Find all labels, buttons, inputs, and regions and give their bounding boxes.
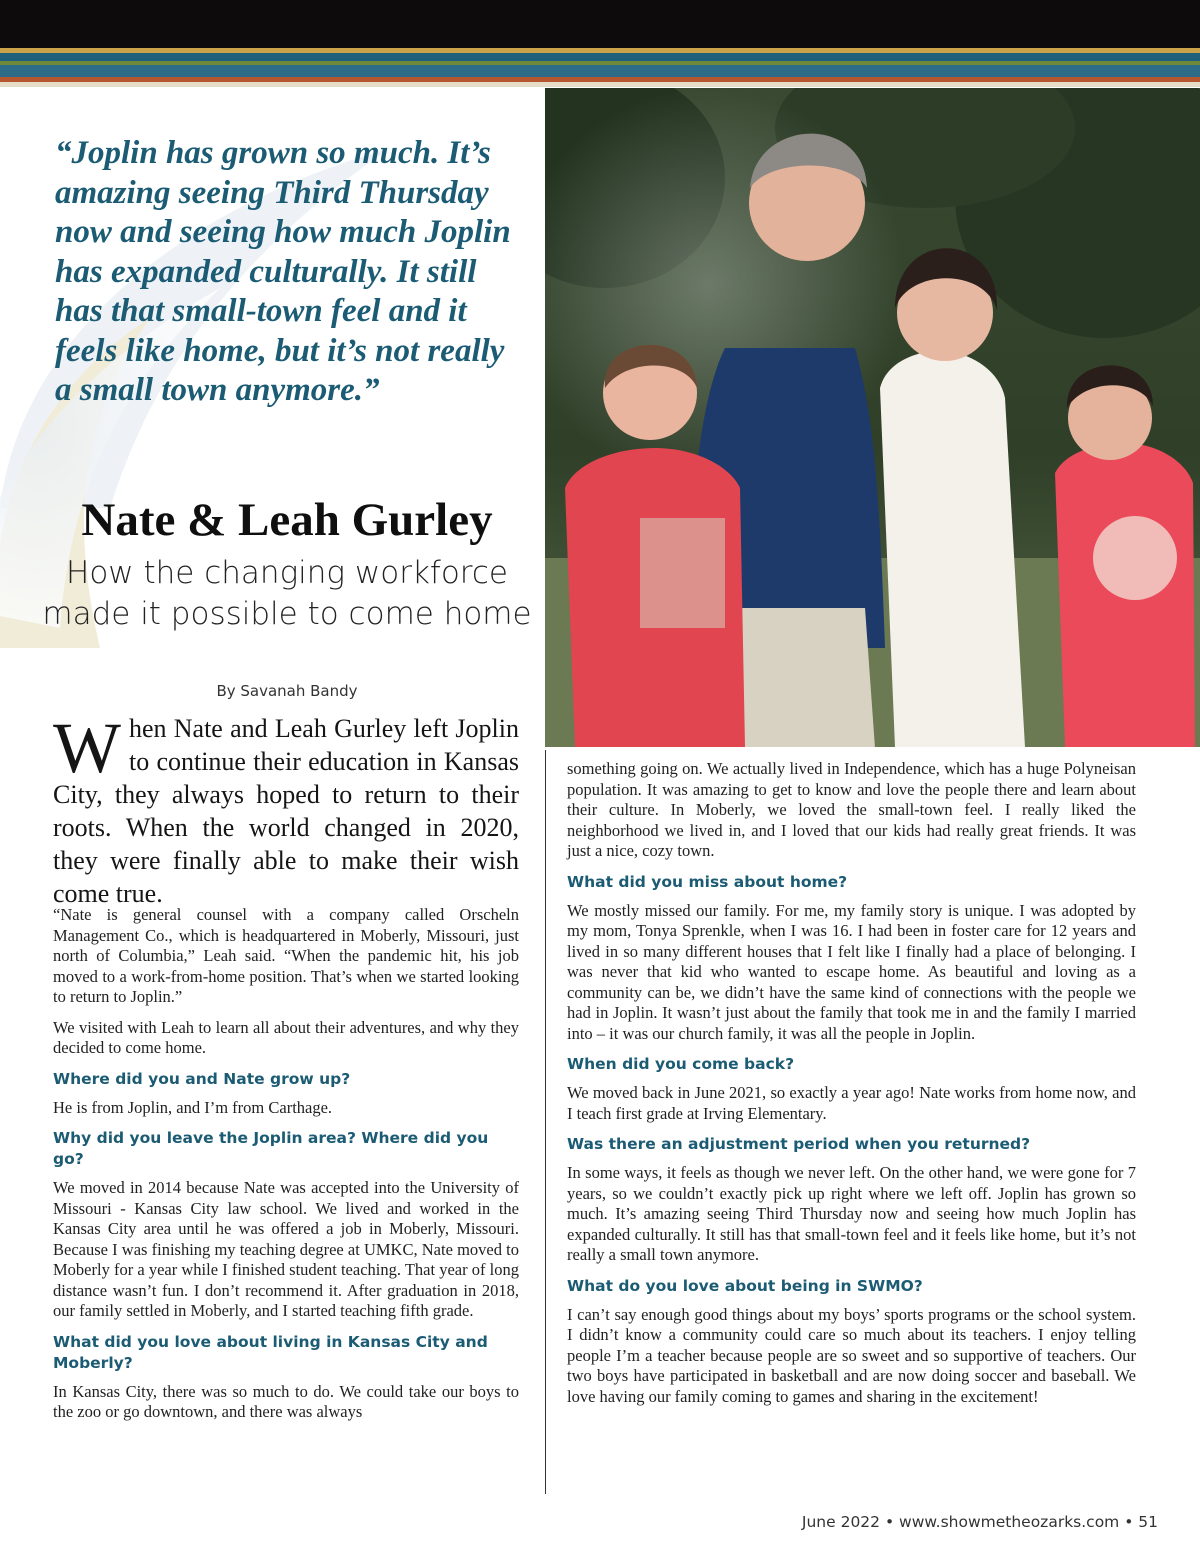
header-stripe: [0, 65, 1200, 77]
answer-paragraph: We moved back in June 2021, so exactly a year ago! Nate works from home now, and I teach first grade at Irving Elementary.: [567, 1083, 1136, 1123]
question-heading: Was there an adjustment period when you returned?: [567, 1135, 1031, 1153]
pull-quote: “Joplin has grown so much. It’s amazing seeing Third Thursday now and seeing how much Joplin has expanded culturally. It still has that small-town feel and it feels like home, but it’s not really a small town anymore.”: [55, 135, 511, 408]
question-heading: Why did you leave the Joplin area? Where did you go?: [53, 1129, 489, 1168]
family-photo: [545, 88, 1200, 747]
drop-cap: W: [53, 708, 121, 788]
question-heading: Where did you and Nate grow up?: [53, 1069, 351, 1088]
column-divider: [545, 750, 546, 1494]
answer-paragraph: We moved in 2014 because Nate was accepted into the University of Missouri - Kansas City law school. We lived and worked in the Kansas City area until he was offered a job in Moberly, Missouri. Because I was finishing my teaching degree at UMKC, Nate moved to Moberly for a year while I finished student teaching. That year of long distance wasn’t fun. I don’t recommend it. After graduation in 2018, our family settled in Moberly, and I started teaching fifth grade.: [53, 1178, 519, 1320]
question-heading: When did you come back?: [567, 1055, 795, 1073]
page-footer: June 2022 • www.showmetheozarks.com • 51: [801, 1513, 1158, 1531]
header-bar: [0, 0, 1200, 48]
byline: By Savanah Bandy: [216, 682, 358, 700]
answer-paragraph: something going on. We actually lived in Independence, which has a huge Polyneisan population. It was amazing to get to know and love the people there and learn about their culture. In Moberly, we loved the small-town feel. I really liked the neighborhood we lived in, and I loved that our kids had really great friends. It was just a nice, cozy town.: [567, 759, 1136, 860]
article-title: Nate & Leah Gurley: [81, 494, 493, 546]
right-column: [567, 759, 1136, 1417]
question-heading: What did you love about living in Kansas City and Moberly?: [53, 1332, 488, 1372]
lead-text: hen Nate and Leah Gurley left Joplin to continue their education in Kansas City, they always hoped to return to their roots. When the world changed in 2020, they were finally able to make their wish come true.: [53, 714, 519, 908]
answer-paragraph: In Kansas City, there was so much to do. We could take our boys to the zoo or go downtown, and there was always: [53, 1381, 519, 1421]
answer-paragraph: In some ways, it feels as though we never left. On the other hand, we were gone for 7 years, so we couldn’t exactly pick up right where we left off. Joplin has grown so much. It’s amazing seeing Third Thursday now and seeing how much Joplin has expanded culturally. It still has that small-town feel and it feels like home, but it’s not really a small town anymore.: [567, 1163, 1136, 1264]
question-heading: What do you love about being in SWMO?: [567, 1276, 923, 1295]
answer-paragraph: I can’t say enough good things about my boys’ sports programs or the school system. I didn’t know a community could care so much about its teachers. I enjoy telling people I’m a teacher because people are so sweet and so supportive of teachers. Our two boys have participated in basketball and are now doing soccer and baseball. We love having our family coming to games and sharing in the excitement!: [567, 1304, 1136, 1406]
left-column: [53, 905, 519, 1433]
answer-paragraph: We mostly missed our family. For me, my family story is unique. I was adopted by my mom, Tonya Sprenkle, when I was 16. I had been in foster care for 12 years and lived in so many different houses that I felt like I finally had a place of belonging. I was never that kid who wanted to escape home. As beautiful and loving as a community can be, we didn’t have the same kind of connections with the people we had in Joplin. It wasn’t just about the family that took me in and the family I married into – it was our church family, it was all the people in Joplin.: [567, 900, 1136, 1043]
article-subtitle: How the changing workforce made it possible to come home: [42, 555, 532, 632]
body-paragraph: We visited with Leah to learn all about their adventures, and why they decided to come home.: [53, 1017, 519, 1057]
header-stripe: [0, 53, 1200, 61]
body-paragraph: “Nate is general counsel with a company called Orscheln Management Co., which is headquartered in Moberly, Missouri, just north of Columbia,” Leah said. “When the pandemic hit, his job moved to a work-from-home position. That’s when we started looking to return to Joplin.”: [53, 905, 519, 1006]
answer-paragraph: He is from Joplin, and I’m from Carthage.: [53, 1097, 333, 1117]
lead-paragraph: [53, 708, 519, 910]
question-heading: What did you miss about home?: [567, 872, 848, 891]
header-stripe: [0, 82, 1200, 87]
